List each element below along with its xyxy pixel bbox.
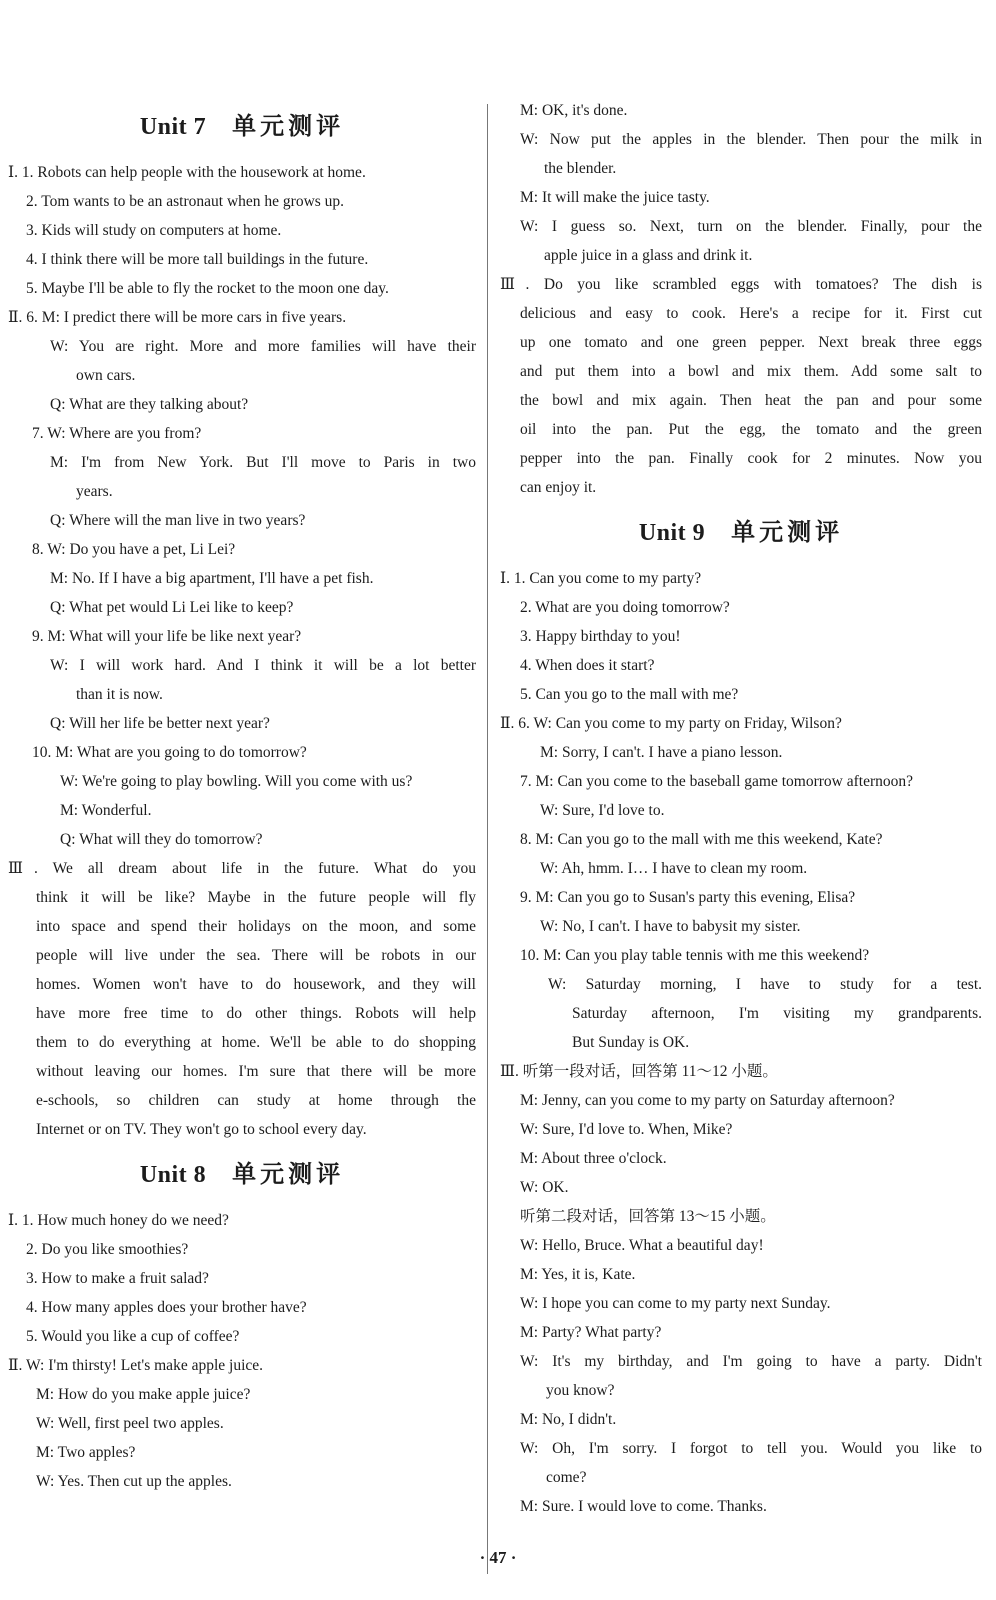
text-line: Internet or on TV. They won't go to school every day. [36, 1121, 367, 1138]
unit-subtitle: 单元测评 [731, 520, 844, 546]
text-line: 10. M: What are you going to do tomorrow? [32, 744, 307, 761]
text-line: the bowl and mix again. Then heat the pan and pour some [520, 392, 982, 409]
text-line: Q: What pet would Li Lei like to keep? [50, 599, 294, 616]
text-line: 8. M: Can you go to the mall with me this weekend, Kate? [520, 831, 883, 848]
text-line: 听第二段对话，回答第 13～15 小题。 [520, 1208, 776, 1225]
text-line: Ⅰ. 1. Can you come to my party? [500, 570, 702, 587]
text-line: But Sunday is OK. [572, 1034, 690, 1051]
text-line: 5. Maybe I'll be able to fly the rocket to the moon one day. [26, 280, 389, 297]
text-line: W: You are right. More and more families will have their [50, 338, 476, 355]
text-line: Saturday afternoon, I'm visiting my grandparents. [572, 1005, 982, 1022]
text-line: M: Party? What party? [520, 1324, 662, 1341]
text-line: W: Oh, I'm sorry. I forgot to tell you. Would you like to [520, 1440, 982, 1457]
unit-title: Unit 8 [139, 1162, 207, 1188]
text-line: W: No, I can't. I have to babysit my sister. [540, 918, 801, 935]
text-line: Q: Will her life be better next year? [50, 715, 270, 732]
text-line: the blender. [544, 160, 617, 177]
text-line: M: OK, it's done. [520, 102, 628, 119]
text-line: without leaving our homes. I'm sure that there will be more [36, 1063, 476, 1080]
text-line: 4. I think there will be more tall buildings in the future. [26, 251, 369, 268]
text-line: have more free time to do other things. Robots will help [36, 1005, 476, 1022]
text-line: 2. Do you like smoothies? [26, 1241, 189, 1258]
unit-subtitle: 单元测评 [232, 114, 345, 140]
text-line: 5. Can you go to the mall with me? [520, 686, 739, 703]
unit-heading [500, 502, 982, 564]
text-line: W: It's my birthday, and I'm going to have a party. Didn't [520, 1353, 982, 1370]
text-line: 4. How many apples does your brother have? [26, 1299, 307, 1316]
text-line: M: Wonderful. [60, 802, 152, 819]
text-line: W: Hello, Bruce. What a beautiful day! [520, 1237, 764, 1254]
text-line: homes. Women won't have to do housework, and they will [36, 976, 476, 993]
text-line: 10. M: Can you play table tennis with me this weekend? [520, 947, 870, 964]
text-line: M: Jenny, can you come to my party on Saturday afternoon? [520, 1092, 895, 1109]
text-line: W: I hope you can come to my party next Sunday. [520, 1295, 831, 1312]
text-line: Ⅰ. 1. Robots can help people with the housework at home. [8, 164, 366, 181]
text-line: 2. Tom wants to be an astronaut when he grows up. [26, 193, 345, 210]
text-line: W: Well, first peel two apples. [36, 1415, 224, 1432]
text-line: Ⅲ. 听第一段对话，回答第 11～12 小题。 [500, 1063, 778, 1080]
text-line: M: Yes, it is, Kate. [520, 1266, 636, 1283]
page-number: · 47 · [479, 1548, 517, 1567]
text-line: Q: What are they talking about? [50, 396, 249, 413]
text-line: up one tomato and one green pepper. Next break three eggs [520, 334, 982, 351]
right-column [500, 96, 982, 1521]
text-line: come? [546, 1469, 587, 1486]
text-line: 2. What are you doing tomorrow? [520, 599, 730, 616]
text-line: pepper into the pan. Finally cook for 2 minutes. Now you [520, 450, 982, 467]
text-line: 3. Happy birthday to you! [520, 628, 681, 645]
text-line: Ⅲ. Do you like scrambled eggs with tomatoes? The dish is [500, 276, 982, 293]
text-line: people will live under the sea. There will be robots in our [36, 947, 476, 964]
text-line: Ⅱ. 6. W: Can you come to my party on Friday, Wilson? [500, 715, 842, 732]
text-line: Ⅲ. We all dream about life in the future. What do you [8, 860, 476, 877]
text-line: e-schools, so children can study at home through the [36, 1092, 476, 1109]
text-line: W: Ah, hmm. I… I have to clean my room. [540, 860, 808, 877]
text-line: 9. M: What will your life be like next year? [32, 628, 302, 645]
text-line: 7. W: Where are you from? [32, 425, 202, 442]
unit-heading [8, 1144, 476, 1206]
text-line: W: Now put the apples in the blender. Then pour the milk in [520, 131, 982, 148]
text-line: 4. When does it start? [520, 657, 655, 674]
text-line: you know? [546, 1382, 615, 1399]
text-line: into space and spend their holidays on the moon, and some [36, 918, 476, 935]
text-line: 7. M: Can you come to the baseball game tomorrow afternoon? [520, 773, 913, 790]
text-line: Ⅰ. 1. How much honey do we need? [8, 1212, 229, 1229]
text-line: W: Saturday morning, I have to study for a test. [548, 976, 982, 993]
text-line: oil into the pan. Put the egg, the tomato and the green [520, 421, 982, 438]
text-line: than it is now. [76, 686, 163, 703]
text-line: M: Two apples? [36, 1444, 136, 1461]
text-line: delicious and easy to cook. Here's a recipe for it. First cut [520, 305, 982, 322]
text-line: 3. Kids will study on computers at home. [26, 222, 282, 239]
text-line: M: Sure. I would love to come. Thanks. [520, 1498, 767, 1515]
text-line: M: About three o'clock. [520, 1150, 667, 1167]
column-divider [487, 104, 488, 1574]
text-line: years. [76, 483, 113, 500]
unit-title: Unit 7 [139, 114, 207, 140]
text-line: can enjoy it. [520, 479, 597, 496]
unit-title: Unit 9 [638, 520, 706, 546]
text-line: M: How do you make apple juice? [36, 1386, 251, 1403]
text-line: M: No, I didn't. [520, 1411, 617, 1428]
text-line: M: Sorry, I can't. I have a piano lesson. [540, 744, 783, 761]
text-line: think it will be like? Maybe in the future people will fly [36, 889, 476, 906]
text-line: them to do everything at home. We'll be able to do shopping [36, 1034, 476, 1051]
text-line: W: I will work hard. And I think it will be a lot better [50, 657, 476, 674]
text-line: and put them into a bowl and mix them. Add some salt to [520, 363, 982, 380]
text-line: W: We're going to play bowling. Will you come with us? [60, 773, 413, 790]
text-line: own cars. [76, 367, 136, 384]
unit-heading [8, 96, 476, 158]
text-line: W: Sure, I'd love to. When, Mike? [520, 1121, 733, 1138]
text-line: 8. W: Do you have a pet, Li Lei? [32, 541, 236, 558]
text-line: W: Yes. Then cut up the apples. [36, 1473, 232, 1490]
text-line: M: I'm from New York. But I'll move to Paris in two [50, 454, 476, 471]
text-line: 9. M: Can you go to Susan's party this evening, Elisa? [520, 889, 856, 906]
text-line: Q: What will they do tomorrow? [60, 831, 263, 848]
text-line: M: It will make the juice tasty. [520, 189, 710, 206]
text-line: apple juice in a glass and drink it. [544, 247, 753, 264]
text-line: Ⅱ. 6. M: I predict there will be more cars in five years. [8, 309, 347, 326]
text-line: Ⅱ. W: I'm thirsty! Let's make apple juice. [8, 1357, 264, 1374]
left-column [8, 96, 476, 1496]
text-line: W: Sure, I'd love to. [540, 802, 665, 819]
text-line: 5. Would you like a cup of coffee? [26, 1328, 240, 1345]
unit-subtitle: 单元测评 [232, 1162, 345, 1188]
text-line: M: No. If I have a big apartment, I'll have a pet fish. [50, 570, 374, 587]
text-line: W: OK. [520, 1179, 569, 1196]
text-line: W: I guess so. Next, turn on the blender. Finally, pour the [520, 218, 982, 235]
text-line: 3. How to make a fruit salad? [26, 1270, 209, 1287]
text-line: Q: Where will the man live in two years? [50, 512, 306, 529]
